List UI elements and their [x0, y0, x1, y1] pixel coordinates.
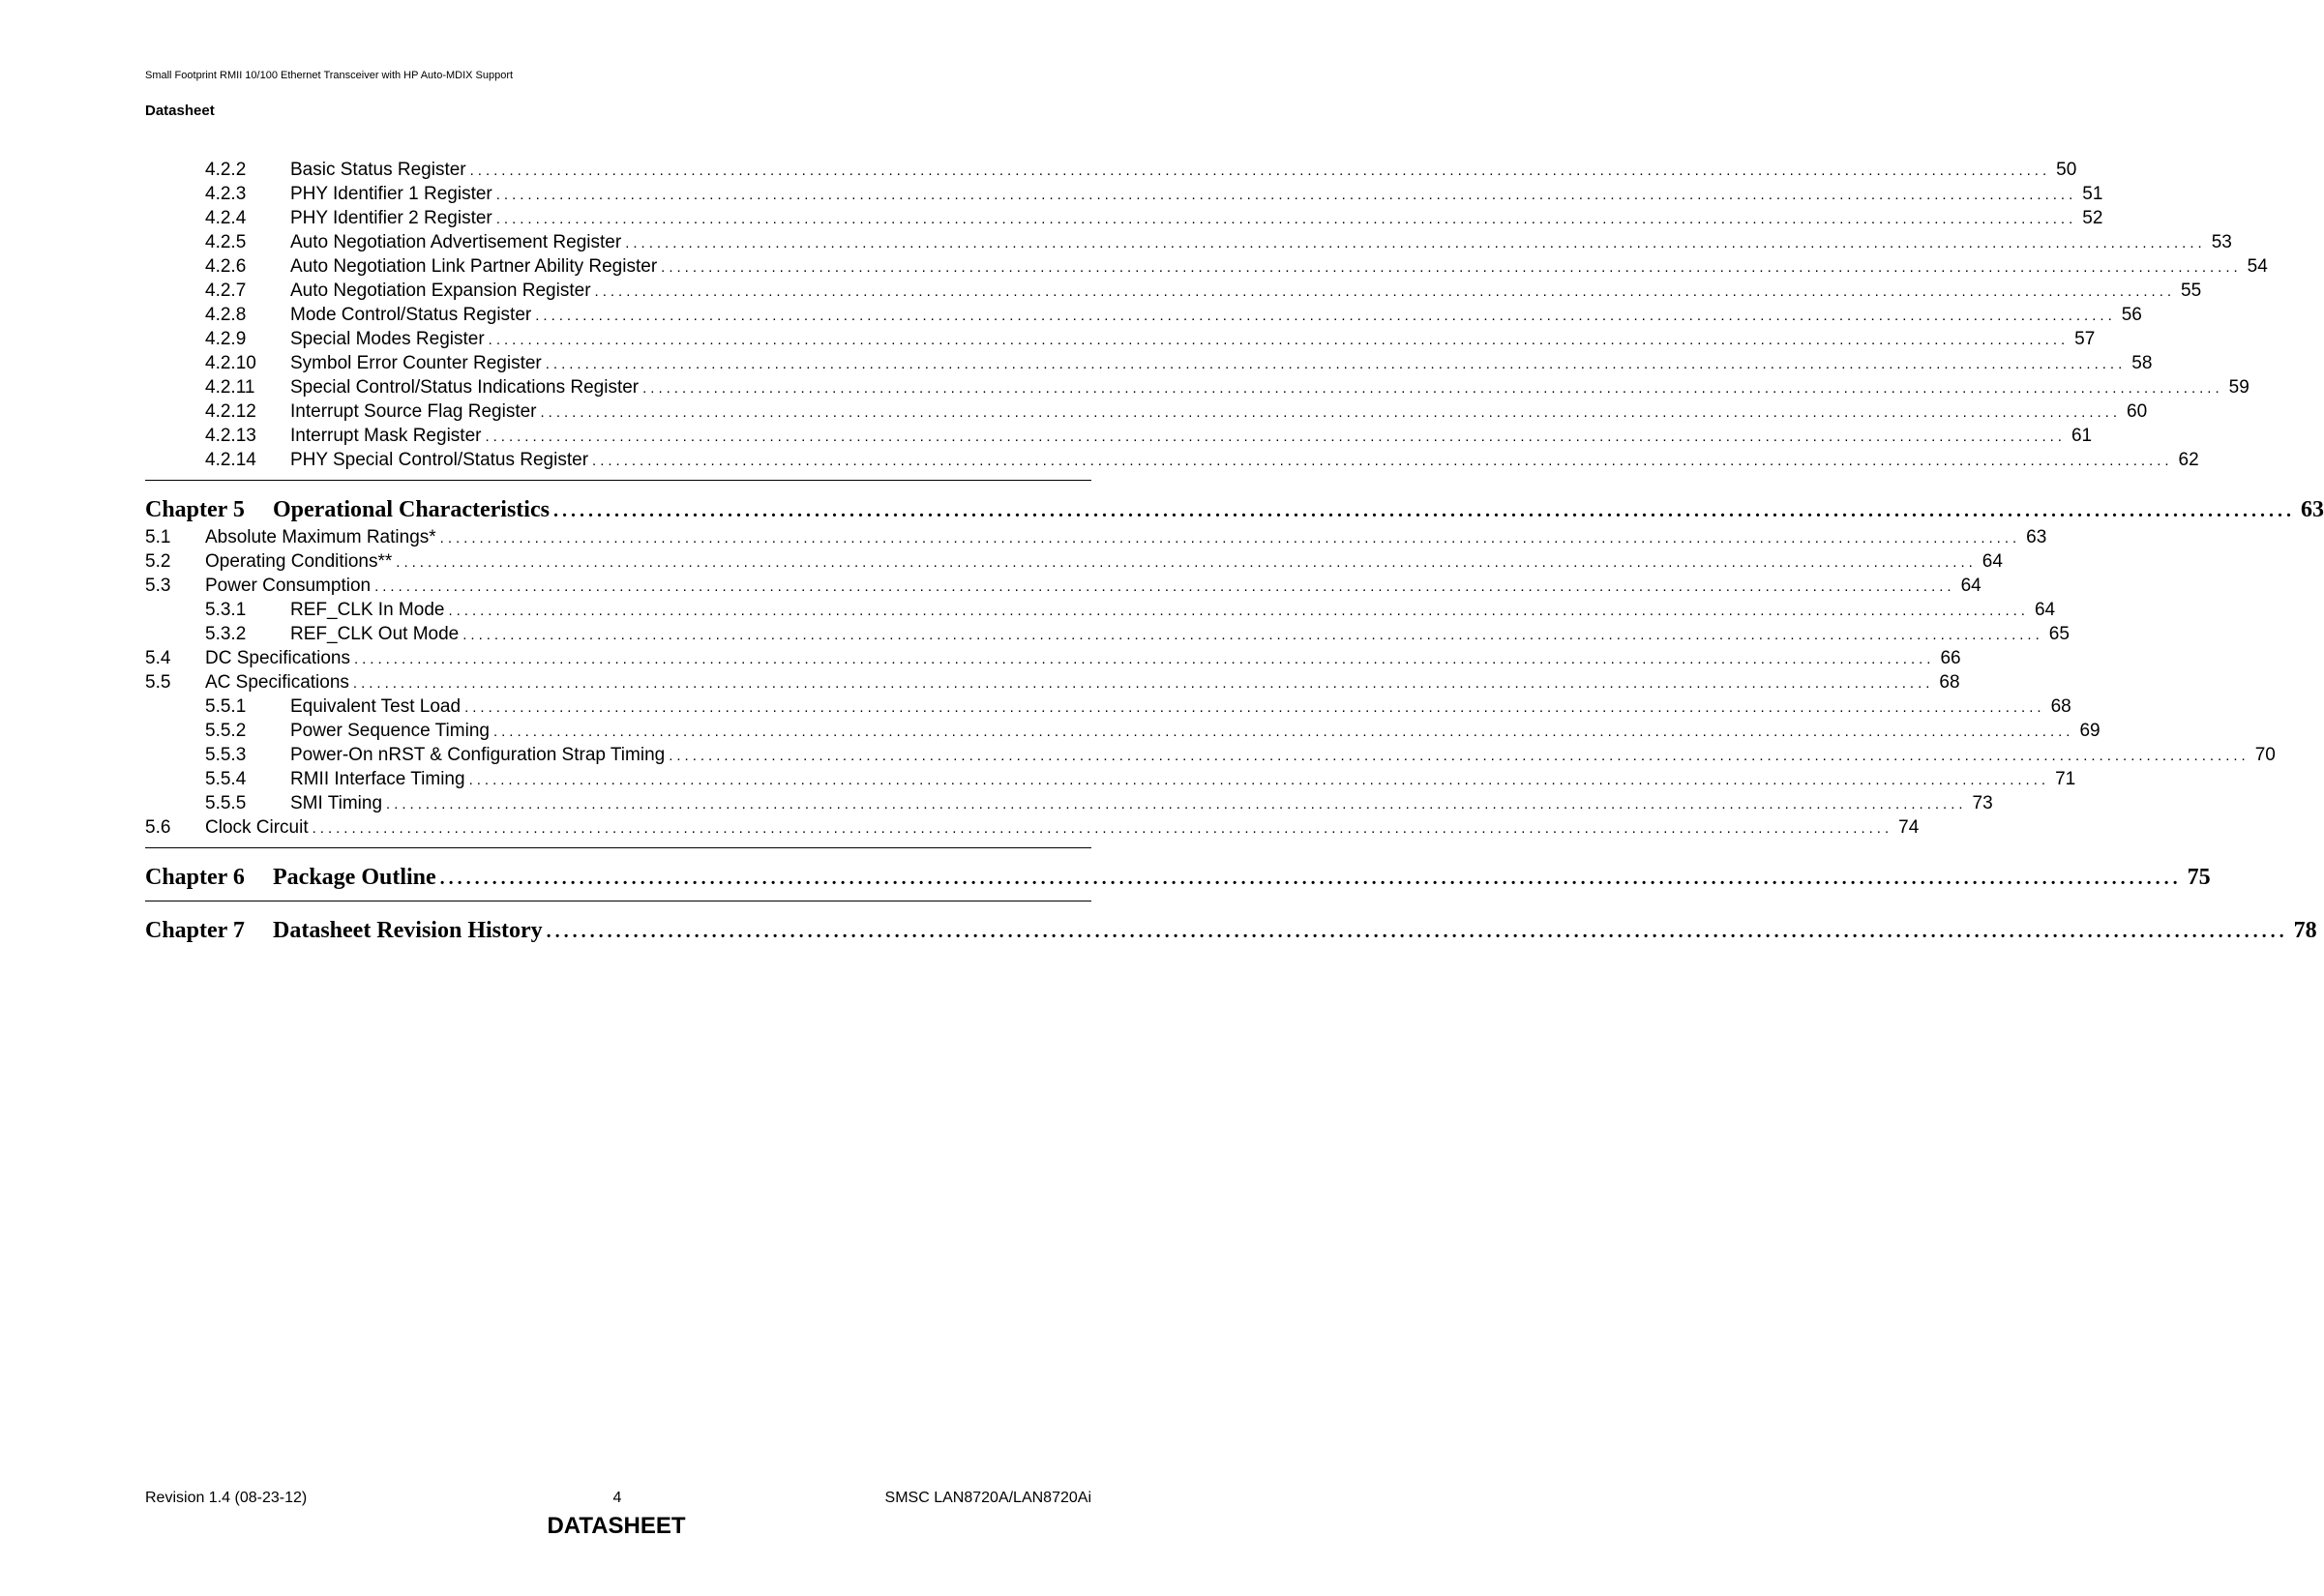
toc-entry[interactable] — [145, 815, 1920, 840]
entry-page: 53 — [2211, 232, 2232, 252]
entry-number: 4.2.14 — [205, 450, 256, 470]
toc-entry[interactable] — [145, 424, 2093, 448]
entry-number: 4.2.5 — [205, 232, 247, 252]
dot-leader: ........................................................................................................................................................................................................ — [495, 187, 2077, 203]
entry-number: 5.5.3 — [205, 745, 247, 765]
dot-leader: ........................................................................................................................................................................................................ — [374, 578, 1955, 595]
entry-title: Interrupt Source Flag Register — [290, 399, 541, 424]
dot-leader: ........................................................................................................................................................................................................ — [535, 308, 2116, 324]
entry-number: 5.5.2 — [205, 721, 247, 741]
entry-page: 54 — [2247, 256, 2268, 277]
entry-title: PHY Identifier 2 Register — [290, 206, 496, 230]
toc-entry[interactable] — [145, 622, 2070, 646]
table-of-contents — [145, 158, 2324, 946]
footer-part-number: SMSC LAN8720A/LAN8720Ai — [884, 1490, 1091, 1506]
toc-entry[interactable] — [145, 743, 2276, 767]
dot-leader: ........................................................................................................................................................................................................ — [545, 356, 2127, 372]
entry-title: Auto Negotiation Expansion Register — [290, 279, 595, 303]
dot-leader: ........................................................................................................................................................................................................ — [386, 796, 1967, 813]
toc-entry[interactable] — [145, 646, 1961, 670]
footer-revision: Revision 1.4 (08-23-12) — [145, 1490, 308, 1506]
entry-title: PHY Identifier 1 Register — [290, 182, 496, 206]
toc-entry[interactable] — [145, 448, 2199, 472]
dot-leader: ........................................................................................................................................................................................................ — [625, 235, 2206, 251]
entry-title: Mode Control/Status Register — [290, 303, 535, 327]
entry-title: RMII Interface Timing — [290, 767, 469, 791]
toc-entry[interactable] — [145, 351, 2153, 375]
entry-page: 74 — [1898, 817, 1920, 838]
chapter-page: 78 — [2293, 918, 2317, 943]
toc-entry[interactable] — [145, 670, 1960, 695]
toc-entry[interactable] — [145, 375, 2250, 399]
toc-entry[interactable] — [145, 303, 2142, 327]
entry-number: 4.2.12 — [205, 401, 256, 422]
entry-page: 60 — [2127, 401, 2148, 422]
entry-number: 4.2.11 — [205, 377, 255, 398]
entry-title: Clock Circuit — [205, 815, 313, 840]
toc-entry[interactable] — [145, 158, 2077, 182]
entry-title: PHY Special Control/Status Register — [290, 448, 592, 472]
entry-page: 57 — [2074, 329, 2096, 349]
entry-page: 64 — [1981, 551, 2003, 572]
toc-entry[interactable] — [145, 525, 2047, 549]
toc-entry[interactable] — [145, 695, 2071, 719]
toc-chapter-7[interactable] — [145, 915, 2317, 946]
entry-page: 55 — [2181, 281, 2202, 301]
toc-entry[interactable] — [145, 791, 1993, 815]
toc-entry[interactable] — [145, 206, 2103, 230]
entry-title: SMI Timing — [290, 791, 386, 815]
dot-leader: ........................................................................................................................................................................................................ — [448, 603, 2029, 619]
entry-page: 52 — [2082, 208, 2103, 228]
entry-title: Special Control/Status Indications Register — [290, 375, 642, 399]
entry-page: 59 — [2228, 377, 2250, 398]
entry-page: 68 — [1939, 672, 1960, 693]
dot-leader: ........................................................................................................................................................................................................ — [464, 699, 2045, 716]
entry-page: 65 — [2048, 624, 2070, 644]
entry-title: DC Specifications — [205, 646, 354, 670]
toc-entry[interactable] — [145, 549, 2003, 574]
dot-leader: ........................................................................................................................................................................................................ — [540, 404, 2122, 421]
chapter-page: 75 — [2187, 865, 2211, 890]
toc-entry[interactable] — [145, 230, 2232, 254]
dot-leader: ........................................................................................................................................................................................................ — [669, 748, 2250, 764]
footer-page-number: 4 — [612, 1490, 622, 1506]
entry-page: 66 — [1940, 648, 1961, 668]
toc-chapter-6[interactable] — [145, 862, 2211, 893]
toc-entry[interactable] — [145, 254, 2268, 279]
entry-number: 5.5.1 — [205, 696, 247, 717]
dot-leader: ........................................................................................................................................................................................................ — [396, 554, 1977, 571]
entry-title: Operating Conditions** — [205, 549, 396, 574]
entry-page: 70 — [2254, 745, 2276, 765]
entry-page: 56 — [2121, 305, 2142, 325]
dot-leader: ........................................................................................................................................................................................................ — [642, 380, 2223, 397]
entry-page: 63 — [2026, 527, 2047, 547]
entry-page: 50 — [2056, 160, 2077, 180]
entry-title: Basic Status Register — [290, 158, 470, 182]
dot-leader: ........................................................................................................................................................................................................ — [439, 868, 2182, 889]
document-subtitle: Datasheet — [145, 103, 215, 119]
entry-title: Power-On nRST & Configuration Strap Timing — [290, 743, 669, 767]
entry-number: 4.2.8 — [205, 305, 247, 325]
dot-leader: ........................................................................................................................................................................................................ — [468, 772, 2050, 788]
entry-title: Interrupt Mask Register — [290, 424, 485, 448]
entry-title: Auto Negotiation Link Partner Ability Register — [290, 254, 661, 279]
entry-title: Equivalent Test Load — [290, 695, 464, 719]
chapter-title: Datasheet Revision History — [273, 915, 547, 946]
entry-page: 73 — [1972, 793, 1993, 813]
chapter-title: Package Outline — [273, 862, 440, 893]
dot-leader: ........................................................................................................................................................................................................ — [592, 453, 2173, 469]
entry-number: 4.2.4 — [205, 208, 247, 228]
chapter-page: 63 — [2300, 497, 2324, 522]
entry-number: 5.3 — [145, 576, 171, 596]
entry-title: Absolute Maximum Ratings* — [205, 525, 440, 549]
dot-leader: ........................................................................................................................................................................................................ — [469, 163, 2051, 179]
entry-number: 5.5.4 — [205, 769, 247, 789]
dot-leader: ........................................................................................................................................................................................................ — [492, 724, 2074, 740]
dot-leader: ........................................................................................................................................................................................................ — [546, 921, 2288, 942]
chapter-5-entries — [145, 525, 2276, 840]
entry-number: 5.2 — [145, 551, 171, 572]
entry-number: 5.1 — [145, 527, 171, 547]
dot-leader: ........................................................................................................................................................................................................ — [353, 651, 1935, 667]
dot-leader: ........................................................................................................................................................................................................ — [485, 429, 2066, 445]
dot-leader: ........................................................................................................................................................................................................ — [594, 283, 2176, 300]
entry-page: 61 — [2071, 426, 2093, 446]
document-title: Small Footprint RMII 10/100 Ethernet Transceiver with HP Auto-MDIX Support — [145, 70, 514, 81]
entry-page: 68 — [2050, 696, 2071, 717]
entry-number: 5.3.2 — [205, 624, 247, 644]
entry-title: Auto Negotiation Advertisement Register — [290, 230, 625, 254]
entry-number: 4.2.13 — [205, 426, 256, 446]
entry-page: 64 — [1960, 576, 1981, 596]
entry-title: Special Modes Register — [290, 327, 489, 351]
entry-title: REF_CLK Out Mode — [290, 622, 462, 646]
toc-chapter-5[interactable] — [145, 494, 2324, 525]
entry-number: 5.5 — [145, 672, 171, 693]
toc-entry[interactable] — [145, 598, 2056, 622]
dot-leader: ........................................................................................................................................................................................................ — [495, 211, 2077, 227]
dot-leader: ........................................................................................................................................................................................................ — [488, 332, 2070, 348]
toc-entry[interactable] — [145, 279, 2202, 303]
dot-leader: ........................................................................................................................................................................................................ — [312, 820, 1893, 837]
divider — [145, 847, 1091, 848]
entry-page: 71 — [2055, 769, 2076, 789]
section-4-entries — [145, 158, 2268, 472]
entry-page: 64 — [2034, 600, 2056, 620]
chapter-number: Chapter 6 — [145, 865, 245, 890]
toc-entry[interactable] — [145, 719, 2101, 743]
entry-number: 4.2.9 — [205, 329, 247, 349]
dot-leader: ........................................................................................................................................................................................................ — [462, 627, 2043, 643]
entry-number: 4.2.2 — [205, 160, 247, 180]
divider — [145, 480, 1091, 481]
entry-page: 58 — [2131, 353, 2153, 373]
toc-entry[interactable] — [145, 574, 1981, 598]
chapter-number: Chapter 5 — [145, 497, 245, 522]
entry-number: 5.3.1 — [205, 600, 247, 620]
chapter-title: Operational Characteristics — [273, 494, 553, 525]
entry-number: 5.4 — [145, 648, 171, 668]
entry-number: 4.2.6 — [205, 256, 247, 277]
dot-leader: ........................................................................................................................................................................................................ — [352, 675, 1934, 692]
entry-title: Power Sequence Timing — [290, 719, 493, 743]
dot-leader: ........................................................................................................................................................................................................ — [439, 530, 2021, 547]
entry-number: 4.2.7 — [205, 281, 247, 301]
dot-leader: ........................................................................................................................................................................................................ — [552, 500, 2295, 521]
entry-title: AC Specifications — [205, 670, 353, 695]
footer-banner: DATASHEET — [547, 1513, 686, 1539]
toc-entry[interactable] — [145, 399, 2148, 424]
toc-entry[interactable] — [145, 327, 2096, 351]
chapter-number: Chapter 7 — [145, 918, 245, 943]
entry-title: Power Consumption — [205, 574, 374, 598]
entry-page: 69 — [2079, 721, 2101, 741]
entry-number: 5.5.5 — [205, 793, 247, 813]
entry-number: 4.2.10 — [205, 353, 256, 373]
dot-leader: ........................................................................................................................................................................................................ — [661, 259, 2242, 276]
entry-title: Symbol Error Counter Register — [290, 351, 546, 375]
entry-number: 5.6 — [145, 817, 171, 838]
toc-entry[interactable] — [145, 767, 2076, 791]
entry-number: 4.2.3 — [205, 184, 247, 204]
toc-entry[interactable] — [145, 182, 2103, 206]
entry-page: 51 — [2082, 184, 2103, 204]
entry-title: REF_CLK In Mode — [290, 598, 448, 622]
entry-page: 62 — [2178, 450, 2199, 470]
